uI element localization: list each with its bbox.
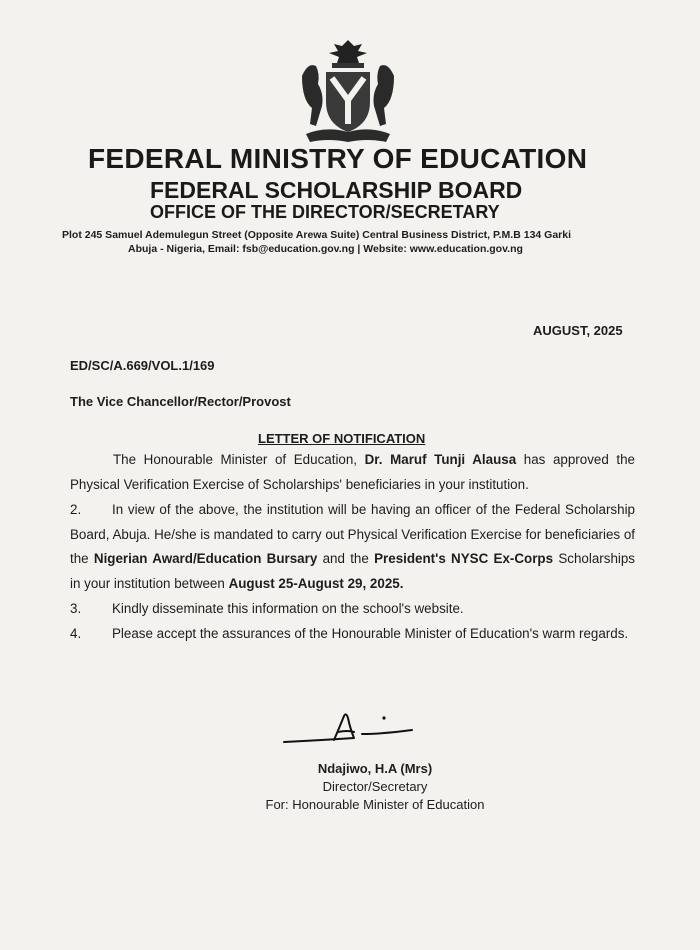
paragraph-3: 3. Kindly disseminate this information on the school's website. [70,601,464,616]
letter-date: AUGUST, 2025 [533,323,623,338]
board-title: FEDERAL SCHOLARSHIP BOARD [150,177,523,203]
letter-subject: LETTER OF NOTIFICATION [258,431,426,446]
paragraph-2: 2. In view of the above, the institution will be having an officer of the Federal Scholarship Board, Abuja. He/she is mandated to carry out Physical Verification Exercise for beneficiaries of the Nigerian Award/Education Bursary and the President's NYSC Ex-Corps Scholarships in your institution between August 25-August 29, 2025. [70,502,636,591]
reference-number: ED/SC/A.669/VOL.1/169 [70,358,215,373]
coat-of-arms-icon [294,36,402,148]
ministry-title: FEDERAL MINISTRY OF EDUCATION [88,143,588,174]
address-line-1: Plot 245 Samuel Ademulegun Street (Opposite Arewa Suite) Central Business District, P.M.B 134 Garki [62,229,572,241]
paragraph-1: The Honourable Minister of Education, Dr. Maruf Tunji Alausa has approved the Physical Verification Exercise of Scholarships' beneficiaries in your institution. [70,452,635,492]
office-title: OFFICE OF THE DIRECTOR/SECRETARY [150,202,500,222]
addressee: The Vice Chancellor/Rector/Provost [70,394,291,409]
signatory-for-line: For: Honourable Minister of Education [265,797,485,812]
signatory-title: Director/Secretary [322,779,428,794]
signature-block [250,760,500,814]
signatory-name: Ndajiwo, H.A (Mrs) [317,761,433,776]
handwritten-signature [282,710,422,750]
paragraph-4: 4. Please accept the assurances of the Honourable Minister of Education's warm regards. [70,625,629,641]
letter-body [70,448,635,646]
address-line-2: Abuja - Nigeria, Email: fsb@education.gov.ng | Website: www.education.gov.ng [128,243,523,255]
